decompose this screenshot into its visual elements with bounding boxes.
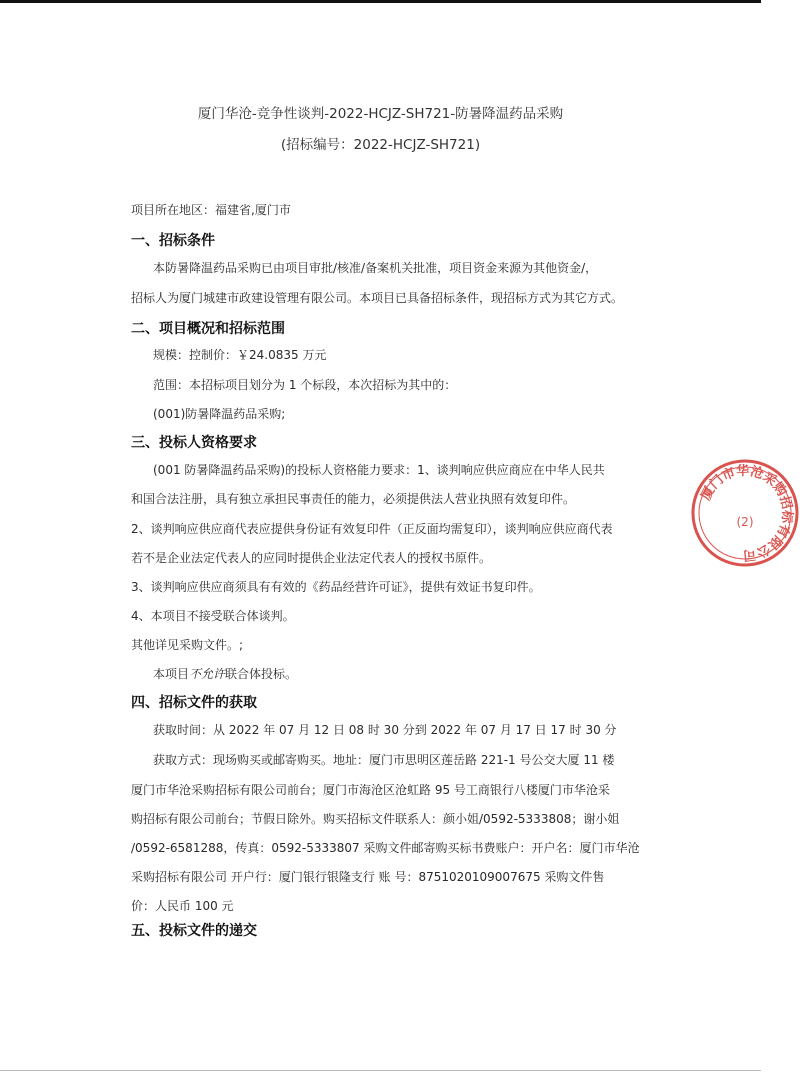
section-4-line-6: 采购招标有限公司 开户行：厦门银行银隆支行 账 号：8751020109007675 采购文件售	[131, 870, 605, 884]
section-4-line-7: 价：人民币 100 元	[131, 899, 234, 913]
bottom-divider	[0, 1070, 761, 1071]
section-3-line-4: 若不是企业法定代表人的应同时提供企业法定代表人的授权书原件。	[131, 551, 492, 565]
seal-text-path: 厦门市华沧采购招标有限公司	[698, 463, 795, 563]
seal-text	[698, 463, 796, 564]
document-subtitle: (招标编号：2022-HCJZ-SH721)	[280, 137, 481, 153]
company-seal	[690, 458, 800, 568]
section-2-line-3: (001)防暑降温药品采购;	[153, 407, 286, 421]
section-4-line-5: /0592-6581288，传真：0592-5333807 采购文件邮寄购买标书费账户：开户名：厦门市华沧	[131, 841, 640, 855]
section-3-consortium-note	[153, 666, 297, 682]
section-3-line-3: 2、谈判响应供应商代表应提供身份证有效复印件（正反面均需复印），谈判响应供应商代表	[131, 522, 613, 536]
section-4-line-1: 获取时间：从 2022 年 07 月 12 日 08 时 30 分到 2022 年 07 月 17 日 17 时 30 分	[153, 723, 617, 737]
section-heading-1: 一、招标条件	[131, 233, 215, 249]
consortium-suffix: 联合体投标。	[225, 667, 298, 681]
section-4-line-3: 厦门市华沧采购招标有限公司前台；厦门市海沧区沧虹路 95 号工商银行八楼厦门市华沧采	[131, 783, 610, 797]
section-1-line-2: 招标人为厦门城建市政建设管理有限公司。本项目已具备招标条件，现招标方式为其它方式。	[131, 291, 624, 305]
top-border	[0, 0, 761, 3]
section-2-line-2: 范围：本招标项目划分为 1 个标段，本次招标为其中的：	[153, 378, 457, 392]
section-heading-2: 二、项目概况和招标范围	[131, 321, 285, 337]
section-3-line-5: 3、谈判响应供应商须具有有效的《药品经营许可证》，提供有效证书复印件。	[131, 580, 541, 594]
seal-number: (2)	[736, 515, 754, 529]
section-3-line-7: 其他详见采购文件。;	[131, 638, 244, 652]
section-3-line-2: 和国合法注册，具有独立承担民事责任的能力，必须提供法人营业执照有效复印件。	[131, 492, 576, 506]
section-4-line-4: 购招标有限公司前台；节假日除外。购买招标文件联系人：颜小姐/0592-5333808；谢小姐	[131, 812, 620, 826]
section-heading-3: 三、投标人资格要求	[131, 435, 257, 451]
section-1-line-1: 本防暑降温药品采购已由项目审批/核准/备案机关批准，项目资金来源为其他资金/，	[153, 261, 598, 275]
consortium-emphasis: 不允许	[189, 667, 226, 681]
document-title: 厦门华沧-竞争性谈判-2022-HCJZ-SH721-防暑降温药品采购	[197, 106, 564, 122]
project-region: 项目所在地区：福建省,厦门市	[131, 203, 291, 217]
section-4-line-2: 获取方式：现场购买或邮寄购买。地址：厦门市思明区莲岳路 221-1 号公交大厦 11 楼	[153, 753, 615, 767]
section-3-line-6: 4、本项目不接受联合体谈判。	[131, 609, 295, 623]
consortium-prefix: 本项目	[153, 667, 190, 681]
section-2-line-1: 规模：控制价：￥24.0835 万元	[153, 348, 327, 362]
section-heading-4: 四、招标文件的获取	[131, 695, 257, 711]
section-heading-5: 五、投标文件的递交	[131, 923, 257, 939]
section-3-line-1: (001 防暑降温药品采购)的投标人资格能力要求：1、谈判响应供应商应在中华人民共	[153, 463, 605, 477]
